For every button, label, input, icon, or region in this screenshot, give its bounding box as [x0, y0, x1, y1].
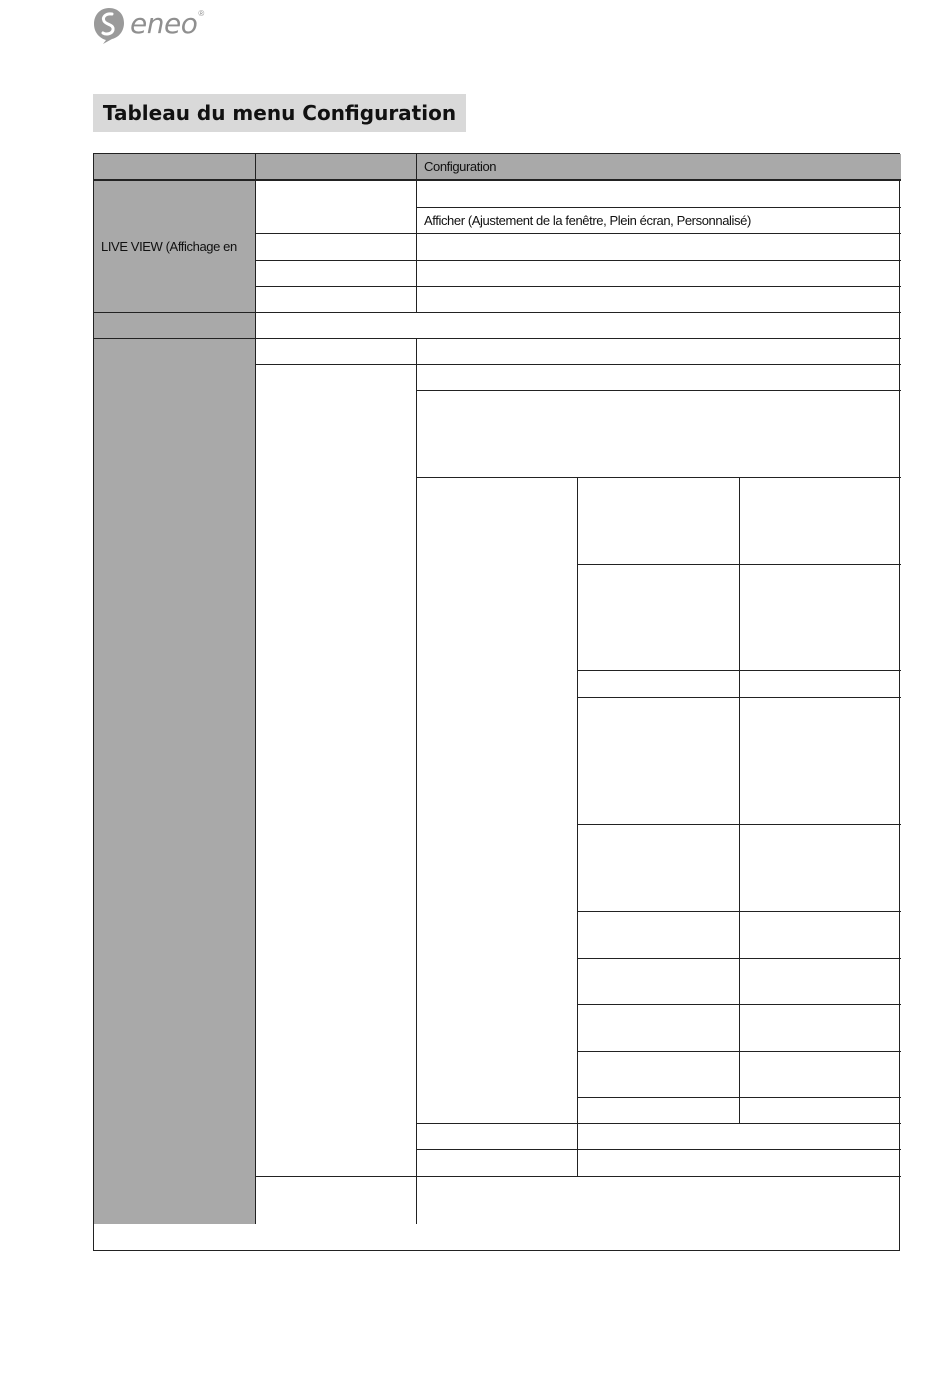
eneo-logo — [92, 4, 204, 46]
table-cell — [578, 825, 740, 912]
table-cell — [578, 959, 740, 1005]
table-cell — [578, 671, 740, 698]
table-cell — [417, 181, 901, 208]
table-cell — [578, 1052, 740, 1098]
configuration-menu-table — [93, 153, 900, 1251]
table-cell — [578, 1005, 740, 1052]
table-cell — [578, 478, 740, 565]
table-cell — [740, 478, 901, 565]
table-cell — [256, 1177, 417, 1224]
table-cell — [256, 339, 417, 365]
table-cell — [578, 1150, 901, 1177]
table-cell — [417, 1150, 578, 1177]
eneo-logo-mark-icon — [92, 5, 126, 45]
table-cell — [740, 912, 901, 959]
table-cell — [578, 912, 740, 959]
table-cell — [417, 365, 901, 391]
table-cell — [740, 825, 901, 912]
table-cell — [578, 565, 740, 671]
table-cell — [256, 287, 417, 313]
table-cell — [740, 1098, 901, 1124]
table-cell — [740, 565, 901, 671]
table-cell — [417, 1177, 901, 1224]
table-cell — [417, 234, 901, 261]
table-cell — [417, 391, 901, 478]
table-cell — [578, 1124, 901, 1150]
section-title: Tableau du menu Configuration — [93, 94, 466, 132]
table-cell — [417, 339, 901, 365]
logo-registered-mark: ® — [198, 8, 205, 18]
table-header-cell — [94, 154, 256, 181]
table-cell — [740, 959, 901, 1005]
afficher-option-cell: Afficher (Ajustement de la fenêtre, Plein écran, Personnalisé) — [417, 208, 901, 234]
live-view-group-cell: LIVE VIEW (Affichage en — [94, 181, 256, 313]
table-cell — [740, 671, 901, 698]
table-cell — [417, 478, 578, 1124]
table-cell — [256, 181, 417, 234]
table-group-cell — [94, 313, 256, 339]
table-cell — [740, 1005, 901, 1052]
table-cell — [417, 287, 901, 313]
table-cell — [256, 365, 417, 1177]
table-header-cell — [256, 154, 417, 181]
table-cell — [417, 1124, 578, 1150]
table-group-cell — [94, 339, 256, 1224]
table-cell — [256, 313, 901, 339]
table-cell — [578, 1098, 740, 1124]
logo-wordmark: eneo — [130, 6, 198, 40]
table-cell — [256, 261, 417, 287]
table-cell — [417, 261, 901, 287]
table-header-configuration: Configuration — [417, 154, 901, 181]
table-cell — [578, 698, 740, 825]
table-cell — [740, 1052, 901, 1098]
table-cell — [740, 698, 901, 825]
table-cell — [256, 234, 417, 261]
